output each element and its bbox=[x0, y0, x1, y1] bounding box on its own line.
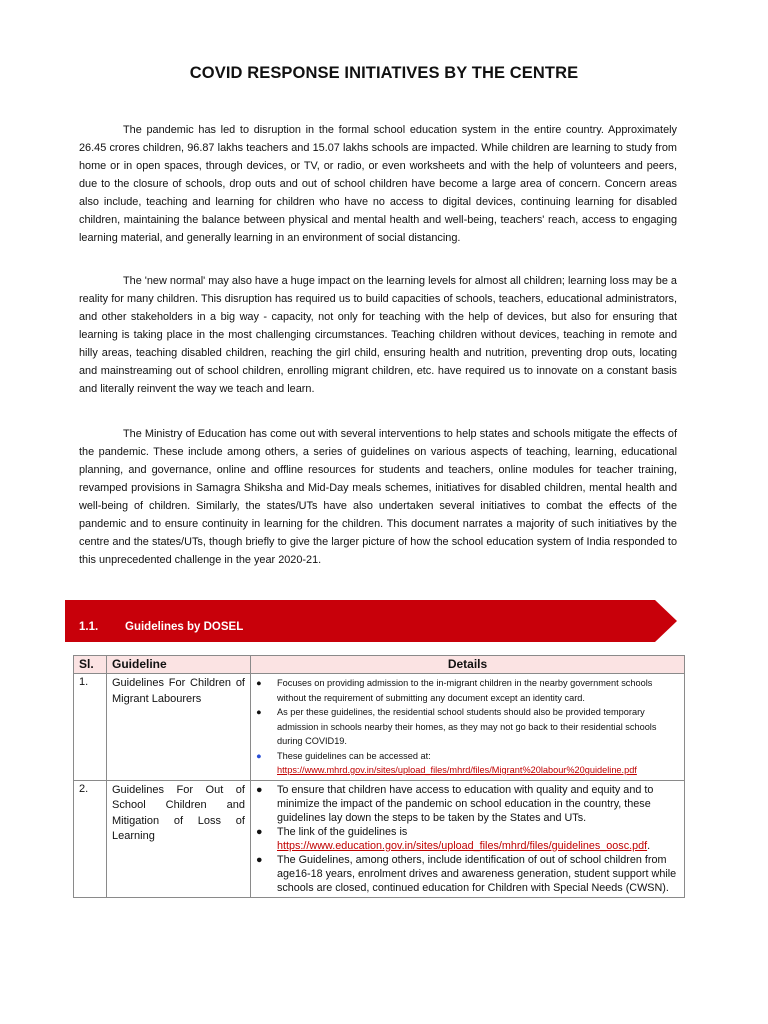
list-item: ● To ensure that children have access to education with quality and equity and to minimize the impact of the pandemic on school education in the country, these guidelines lay down the steps to be taken by the States and UTs. bbox=[256, 783, 654, 824]
table-row bbox=[74, 674, 685, 781]
details-list bbox=[256, 783, 679, 895]
bullet-icon: ● bbox=[256, 750, 262, 761]
row-sl: 2. bbox=[74, 780, 107, 897]
list-item: ● Focuses on providing admission to the in-migrant children in the nearby government schools without the requirement of submitting any document except an identity card. bbox=[256, 678, 653, 703]
list-item: ● As per these guidelines, the residential school students should also be provided temporary admission in schools nearby their homes, as they may not go back to their residential schools during COVID19. bbox=[256, 707, 657, 746]
header-guideline: Guideline bbox=[107, 656, 251, 674]
row-sl: 1. bbox=[74, 674, 107, 781]
bullet-icon: ● bbox=[256, 825, 263, 838]
row-details bbox=[251, 780, 685, 897]
table-row bbox=[74, 780, 685, 897]
paragraph-ministry: The Ministry of Education has come out with several interventions to help states and schools mitigate the effects of the pandemic. These include among others, a series of guidelines on various aspects of teaching, learning, educational planning, and governance, online and offline resources for students and teachers, online modules for teacher training, revamped provisions in Samagra Shiksha and Mid-Day meals schemes, initiatives for disabled children, mental health and well-being of children. Similarly, the states/UTs have also undertaken several initiatives to combat the effects of the pandemic and to ensure continuity in learning for the children. This document narrates a majority of such initiatives by the centre and the states/UTs, though briefly to give the larger picture of how the school education system of India responded to this unprecedented challenge in the year 2020-21. bbox=[79, 428, 677, 566]
table-header-row bbox=[74, 656, 685, 674]
oosc-guidelines-link[interactable]: https://www.education.gov.in/sites/upload_files/mhrd/files/guidelines_oosc.pdf bbox=[277, 839, 648, 852]
row-guideline: Guidelines For Out of School Children and Mitigation of Loss of Learning bbox=[107, 780, 251, 897]
section-banner bbox=[65, 600, 677, 642]
bullet-icon: ● bbox=[256, 707, 262, 717]
list-item: ● These guidelines can be accessed at: https://www.mhrd.gov.in/sites/upload_files/mhrd/files/Migrant%20labour%20guideline.pdf bbox=[256, 750, 637, 775]
page-title: COVID RESPONSE INITIATIVES BY THE CENTRE bbox=[189, 64, 579, 82]
migrant-guidelines-link[interactable]: https://www.mhrd.gov.in/sites/upload_files/mhrd/files/Migrant%20labour%20guideline.pdf bbox=[277, 765, 637, 775]
bullet-icon: ● bbox=[256, 678, 262, 688]
paragraph-intro: The pandemic has led to disruption in the formal school education system in the entire country. Approximately 26.45 crores children, 96.87 lakhs teachers and 15.07 lakhs schools are impacted. While children are learning to study from home or in open spaces, through devices, or TV, or radio, or even worksheets and with the help of volunteers and peers, due to the closure of schools, drop outs and out of school children have become a large area of concern. Concern areas also include, teaching and learning for children who have no access to digital devices, continuing learning for disabled children, maintaining the balance between physical and mental health and well-being, teachers' reach, access to engaging learning material, and generally learning in an environment of social distancing. bbox=[79, 124, 677, 244]
section-number: 1.1. bbox=[79, 621, 99, 633]
details-list bbox=[256, 676, 679, 778]
header-details: Details bbox=[251, 656, 685, 674]
header-sl: Sl. bbox=[74, 656, 107, 674]
section-title: Guidelines by DOSEL bbox=[125, 621, 244, 633]
row-guideline: Guidelines For Children of Migrant Labourers bbox=[107, 674, 251, 781]
list-item: ● The link of the guidelines is https://www.education.gov.in/sites/upload_files/mhrd/files/guidelines_oosc.pdf. bbox=[256, 825, 651, 852]
row-details bbox=[251, 674, 685, 781]
list-item: ● The Guidelines, among others, include identification of out of school children from age16-18 years, enrolment drives and awareness generation, student support while schools are closed, continued education for Children with Special Needs (CWSN). bbox=[256, 853, 677, 894]
bullet-icon: ● bbox=[256, 853, 263, 866]
paragraph-new-normal: The 'new normal' may also have a huge impact on the learning levels for almost all children; learning loss may be a reality for many children. This disruption has required us to build capacities of schools, teachers, educational administrators, and other stakeholders in a big way - capacity, not only for teaching with the help of devices, but also for ensuring that learning is taking place in the most challenging circumstances. Teaching children without devices, teaching in remote and hilly areas, teaching disabled children, reaching the girl child, ensuring health and nutrition, preventing drop outs, locating and mainstreaming out of school children, enrolling migrant children, etc. have required us to innovate on a constant basis and literally reinvent the way we teach and learn. bbox=[79, 275, 677, 395]
guidelines-table bbox=[73, 655, 685, 898]
bullet-icon: ● bbox=[256, 783, 263, 796]
